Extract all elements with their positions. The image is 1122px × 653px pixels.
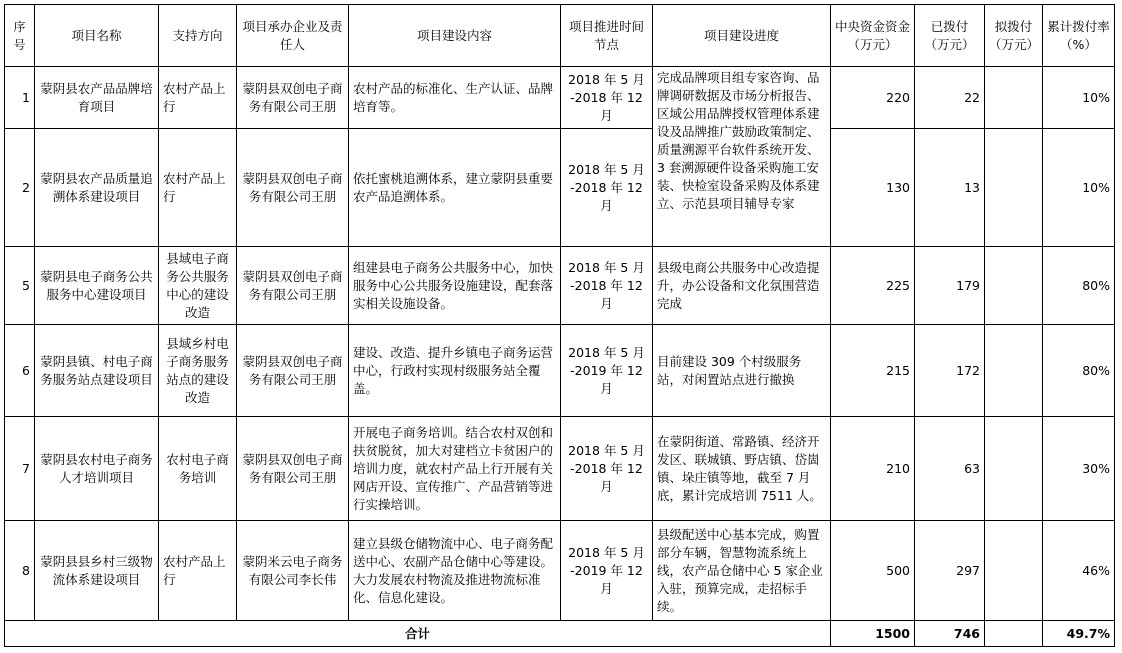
cell-cum-rate: 10% (1043, 129, 1115, 247)
cell-allocated: 13 (915, 129, 985, 247)
cell-content: 建立县级仓储物流中心、电子商务配送中心、农副产品仓储中心等建设。大力发展农村物流及推进物流标准化、信息化建设。 (349, 521, 561, 621)
header-cum-rate: 累计拨付率（%） (1043, 5, 1115, 67)
header-central-fund: 中央资金资金（万元） (831, 5, 915, 67)
cell-company: 蒙阴米云电子商务有限公司李长伟 (237, 521, 349, 621)
cell-timeline: 2018 年 5 月 -2018 年 12 月 (561, 67, 653, 129)
cell-progress: 县级电商公共服务中心改造提升，办公设备和文化氛围营造完成 (653, 247, 831, 325)
cell-name: 蒙阴县农产品品牌培育项目 (35, 67, 159, 129)
cell-allocated: 22 (915, 67, 985, 129)
cell-direction: 县域电子商务公共服务中心的建设改造 (159, 247, 237, 325)
table-row (5, 325, 1115, 417)
cell-central-fund: 130 (831, 129, 915, 247)
cell-to-allocate (985, 67, 1043, 129)
cell-cum-rate: 80% (1043, 325, 1115, 417)
cell-seq: 8 (5, 521, 35, 621)
cell-seq: 1 (5, 67, 35, 129)
cell-content: 农村产品的标准化、生产认证、品牌培育等。 (349, 67, 561, 129)
header-to-allocate: 拟拨付（万元） (985, 5, 1043, 67)
cell-central-fund: 220 (831, 67, 915, 129)
cell-to-allocate (985, 521, 1043, 621)
total-central-fund: 1500 (831, 621, 915, 647)
cell-seq: 2 (5, 129, 35, 247)
cell-timeline: 2018 年 5 月 -2018 年 12 月 (561, 129, 653, 247)
cell-direction: 农村产品上行 (159, 521, 237, 621)
cell-content: 依托蜜桃追溯体系，建立蒙阴县重要农产品追溯体系。 (349, 129, 561, 247)
cell-progress: 在蒙阴街道、常路镇、经济开发区、联城镇、野店镇、岱崮镇、垛庄镇等地，截至 7 月底，累计完成培训 7511 人。 (653, 417, 831, 521)
cell-name: 蒙阴县镇、村电子商务服务站点建设项目 (35, 325, 159, 417)
cell-content: 建设、改造、提升乡镇电子商务运营中心，行政村实现村级服务站全覆盖。 (349, 325, 561, 417)
cell-direction: 农村产品上行 (159, 67, 237, 129)
table-header-row (5, 5, 1115, 67)
total-cum-rate: 49.7% (1043, 621, 1115, 647)
table-row (5, 247, 1115, 325)
cell-cum-rate: 80% (1043, 247, 1115, 325)
table-row (5, 67, 1115, 129)
cell-central-fund: 210 (831, 417, 915, 521)
cell-to-allocate (985, 325, 1043, 417)
cell-name: 蒙阴县县乡村三级物流体系建设项目 (35, 521, 159, 621)
project-table (4, 4, 1115, 647)
cell-cum-rate: 10% (1043, 67, 1115, 129)
cell-seq: 6 (5, 325, 35, 417)
cell-direction: 县域乡村电子商务服务站点的建设改造 (159, 325, 237, 417)
cell-progress: 目前建设 309 个村级服务站，对闲置站点进行撤换 (653, 325, 831, 417)
cell-allocated: 297 (915, 521, 985, 621)
total-to-allocate (985, 621, 1043, 647)
table-row (5, 521, 1115, 621)
cell-central-fund: 215 (831, 325, 915, 417)
header-timeline: 项目推进时间节点 (561, 5, 653, 67)
cell-name: 蒙阴县农产品质量追溯体系建设项目 (35, 129, 159, 247)
cell-central-fund: 225 (831, 247, 915, 325)
cell-cum-rate: 30% (1043, 417, 1115, 521)
cell-allocated: 172 (915, 325, 985, 417)
cell-direction: 农村电子商务培训 (159, 417, 237, 521)
cell-content: 组建县电子商务公共服务中心，加快服务中心公共服务设施建设，配套落实相关设施设备。 (349, 247, 561, 325)
cell-timeline: 2018 年 5 月 -2018 年 12 月 (561, 417, 653, 521)
total-label: 合计 (5, 621, 831, 647)
cell-cum-rate: 46% (1043, 521, 1115, 621)
header-seq: 序号 (5, 5, 35, 67)
header-progress: 项目建设进度 (653, 5, 831, 67)
cell-to-allocate (985, 129, 1043, 247)
total-allocated: 746 (915, 621, 985, 647)
cell-timeline: 2018 年 5 月 -2019 年 12 月 (561, 325, 653, 417)
cell-progress: 县级配送中心基本完成，购置部分车辆，智慧物流系统上线，农产品仓储中心 5 家企业入驻，预算完成，走招标手续。 (653, 521, 831, 621)
header-direction: 支持方向 (159, 5, 237, 67)
cell-company: 蒙阴县双创电子商务有限公司王朋 (237, 325, 349, 417)
header-allocated: 已拨付（万元） (915, 5, 985, 67)
cell-to-allocate (985, 247, 1043, 325)
cell-name: 蒙阴县农村电子商务人才培训项目 (35, 417, 159, 521)
cell-content: 开展电子商务培训。结合农村双创和扶贫脱贫，加大对建档立卡贫困户的培训力度，就农村产品上行开展有关网店开设、宣传推广、产品营销等进行实操培训。 (349, 417, 561, 521)
cell-allocated: 63 (915, 417, 985, 521)
cell-seq: 5 (5, 247, 35, 325)
cell-progress-merged: 完成品牌项目组专家咨询、品牌调研数据及市场分析报告、区域公用品牌授权管理体系建设及品牌推广鼓励政策制定、质量溯源平台软件系统开发、3 套溯源硬件设备采购施工安装、快检室设备采购及体系建立、示范县项目辅导专家 (653, 67, 831, 247)
cell-timeline: 2018 年 5 月 -2019 年 12 月 (561, 521, 653, 621)
cell-seq: 7 (5, 417, 35, 521)
cell-company: 蒙阴县双创电子商务有限公司王朋 (237, 417, 349, 521)
header-content: 项目建设内容 (349, 5, 561, 67)
table-row (5, 129, 1115, 247)
cell-company: 蒙阴县双创电子商务有限公司王朋 (237, 247, 349, 325)
table-row (5, 417, 1115, 521)
cell-to-allocate (985, 417, 1043, 521)
cell-timeline: 2018 年 5 月 -2018 年 12 月 (561, 247, 653, 325)
total-row (5, 621, 1115, 647)
cell-name: 蒙阴县电子商务公共服务中心建设项目 (35, 247, 159, 325)
cell-central-fund: 500 (831, 521, 915, 621)
cell-allocated: 179 (915, 247, 985, 325)
header-company: 项目承办企业及责任人 (237, 5, 349, 67)
cell-company: 蒙阴县双创电子商务有限公司王朋 (237, 67, 349, 129)
cell-company: 蒙阴县双创电子商务有限公司王朋 (237, 129, 349, 247)
header-name: 项目名称 (35, 5, 159, 67)
cell-direction: 农村产品上行 (159, 129, 237, 247)
